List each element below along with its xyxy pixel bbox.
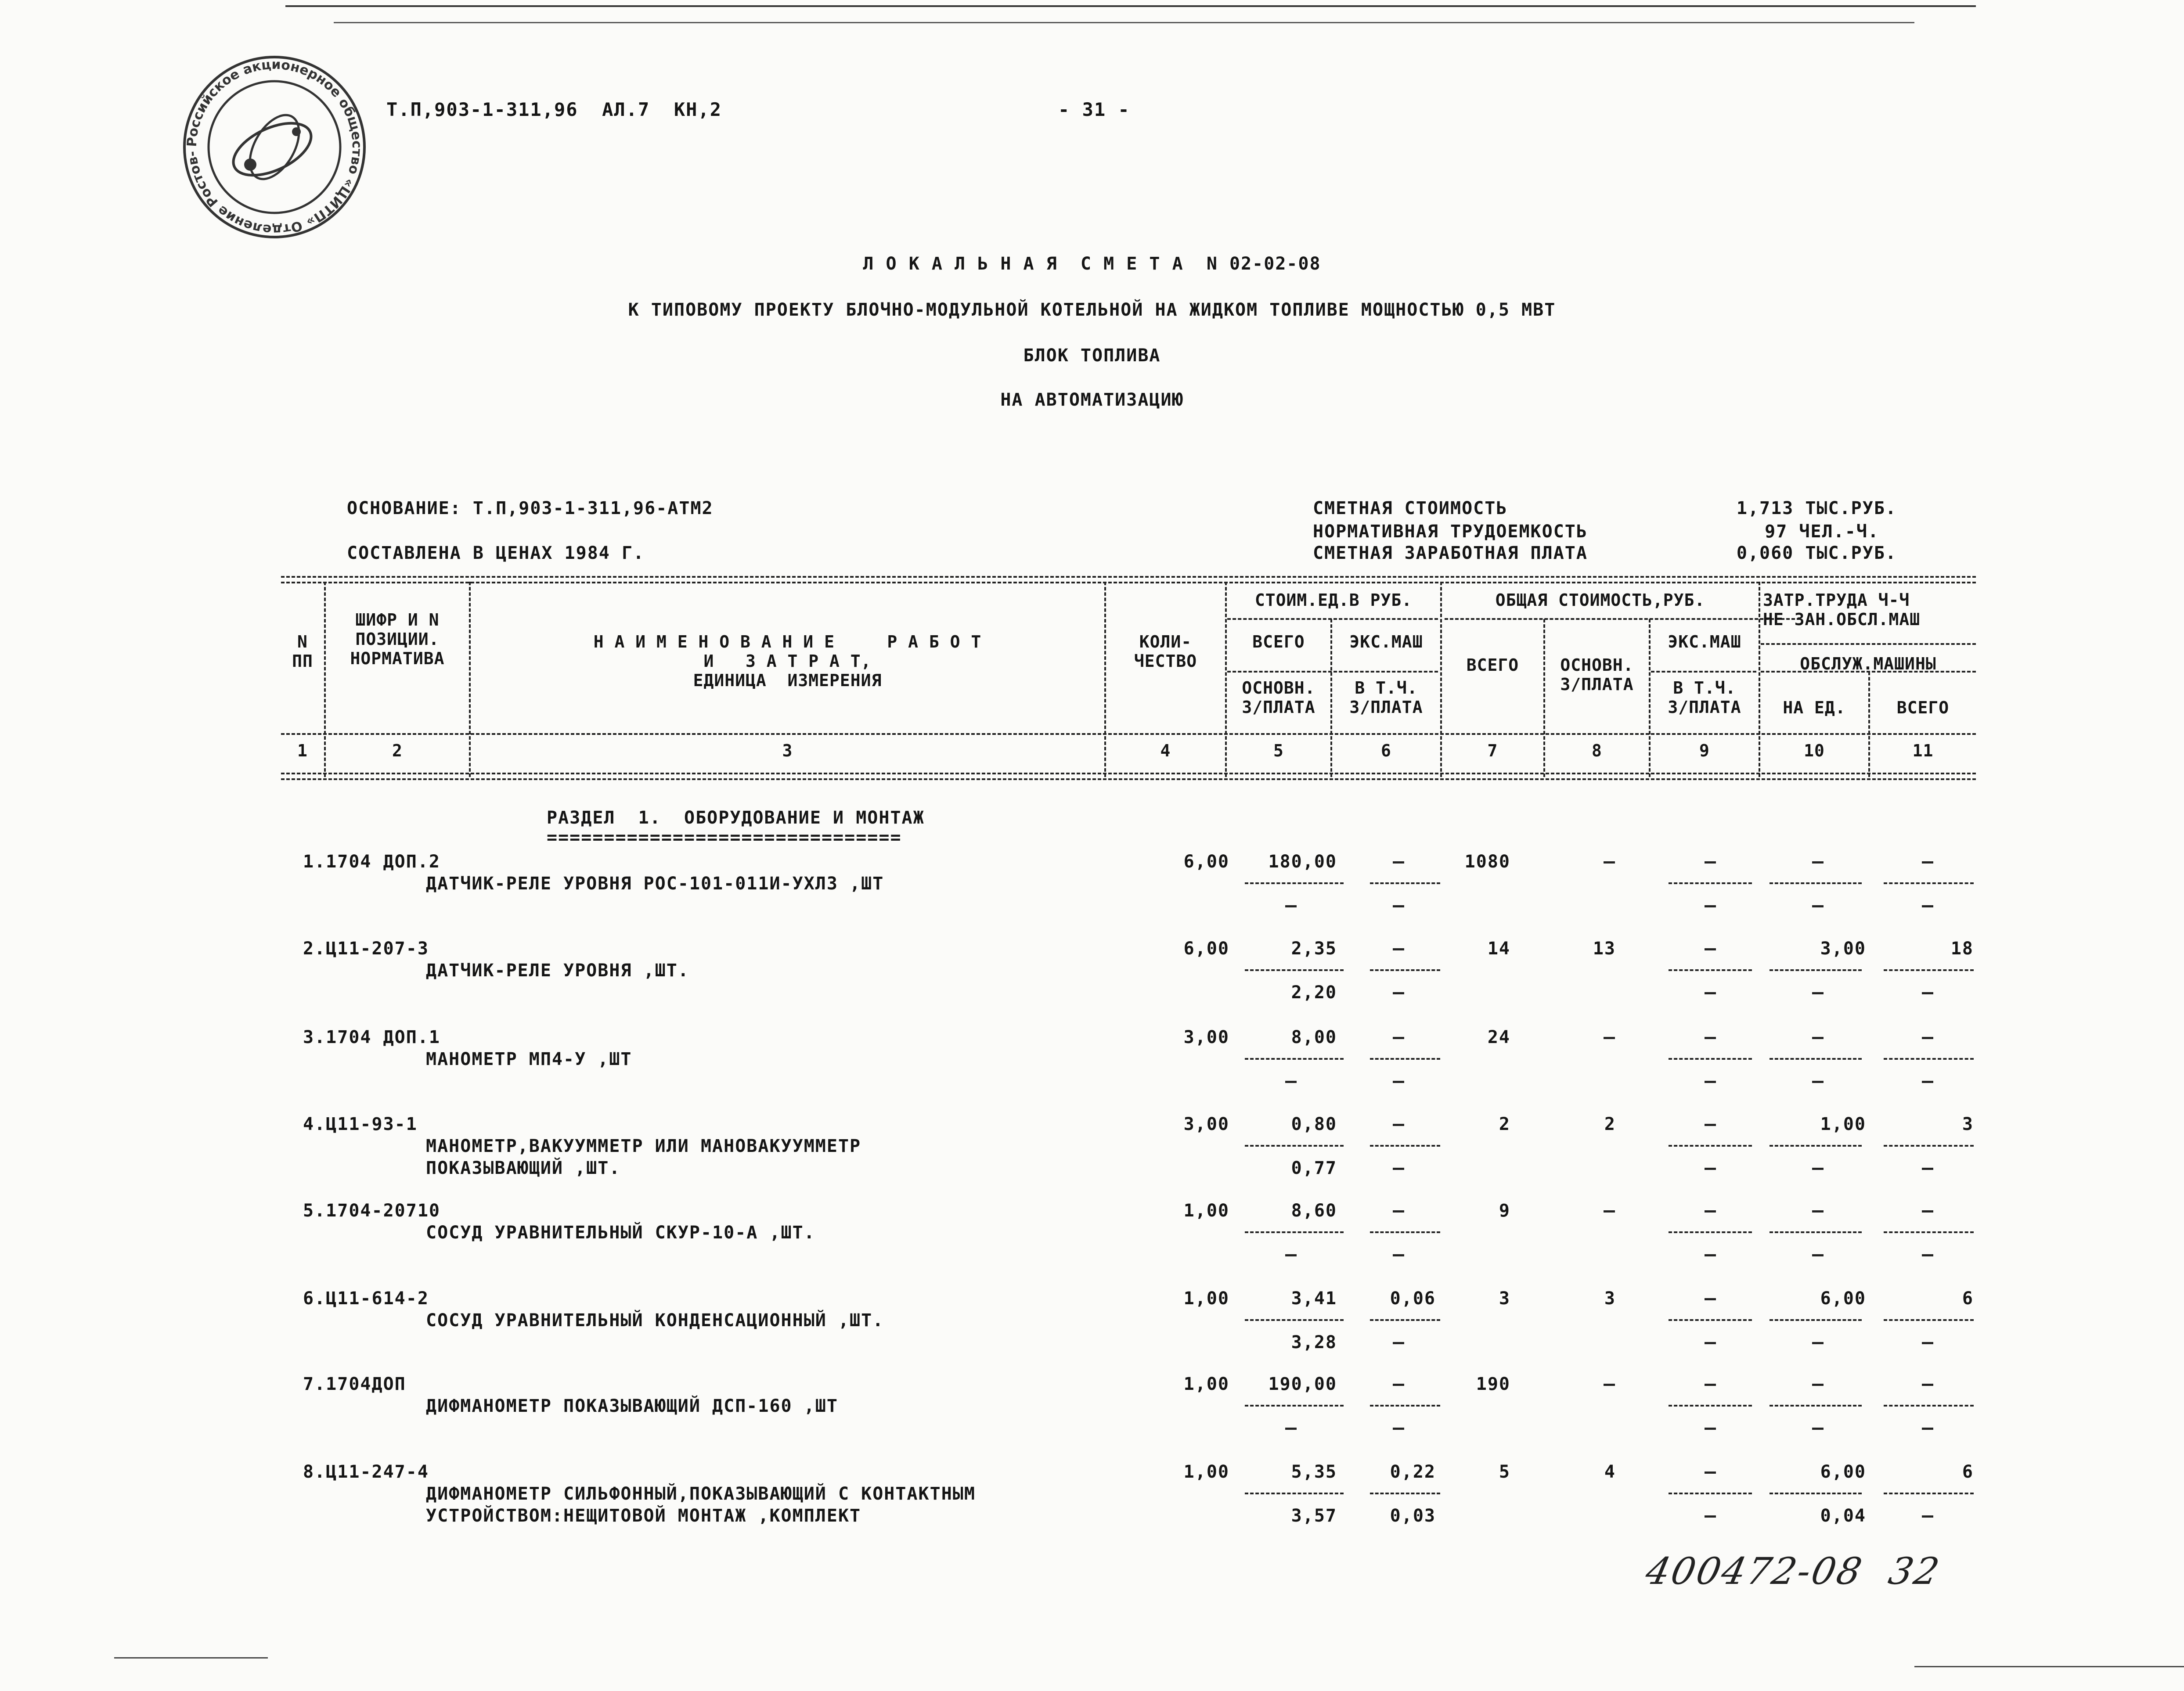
row-quantity: 1,00 xyxy=(1183,1201,1229,1221)
fraction-line xyxy=(1884,969,1974,971)
row-labor-unit-mach-dash xyxy=(1812,905,1824,907)
col-number: 5 xyxy=(1273,741,1284,760)
fraction-line xyxy=(1884,1058,1974,1060)
fraction-line xyxy=(1884,882,1974,884)
row-labor-unit-dash xyxy=(1812,861,1824,863)
row-unit-mach: 0,22 xyxy=(1390,1462,1436,1482)
col-number: 11 xyxy=(1912,741,1934,760)
labor-value: 97 ЧЕЛ.-Ч. xyxy=(1765,522,1879,542)
fraction-line xyxy=(1770,1145,1862,1147)
row-total: 3 xyxy=(1499,1288,1510,1309)
row-code: 8.Ц11-247-4 xyxy=(303,1462,429,1482)
project-title: К ТИПОВОМУ ПРОЕКТУ БЛОЧНО-МОДУЛЬНОЙ КОТЕЛЬНОЙ НА ЖИДКОМ ТОПЛИВЕ МОЩНОСТЬЮ 0,5 МВТ xyxy=(628,300,1556,320)
row-unit-mach-wage-dash xyxy=(1393,992,1404,994)
fraction-line xyxy=(1770,969,1862,971)
row-total-mach-wage-dash xyxy=(1705,1081,1716,1083)
row-labor-total-mach-dash xyxy=(1922,1168,1933,1170)
col-header-code: ШИФР И N ПОЗИЦИИ. НОРМАТИВА xyxy=(350,610,445,668)
row-name: МАНОМЕТР МП4-У ,ШТ xyxy=(426,1049,632,1069)
col-sep-10 xyxy=(1868,672,1870,777)
row-total: 1080 xyxy=(1464,852,1510,872)
row-labor-total-mach-dash xyxy=(1922,1515,1933,1518)
fraction-line xyxy=(1669,1319,1752,1321)
row-total-wage: 2 xyxy=(1604,1114,1616,1134)
fraction-line xyxy=(1884,1145,1974,1147)
cost-label: СМЕТНАЯ СТОИМОСТЬ xyxy=(1313,498,1508,518)
row-unit-cost: 0,80 xyxy=(1291,1114,1337,1134)
col-header-10: НА ЕД. xyxy=(1783,698,1846,717)
row-labor-unit-mach-dash xyxy=(1812,1428,1824,1430)
fraction-line xyxy=(1245,1145,1344,1147)
row-name: ДАТЧИК-РЕЛЕ УРОВНЯ ,ШТ. xyxy=(426,961,689,981)
price-year: СОСТАВЛЕНА В ЦЕНАХ 1984 Г. xyxy=(347,543,645,563)
basis: ОСНОВАНИЕ: Т.П,903-1-311,96-АТМ2 xyxy=(347,498,714,518)
row-total-mach-dash xyxy=(1705,861,1716,863)
mach-split xyxy=(1651,671,1756,673)
col-header-6-top: ЭКС.МАШ xyxy=(1349,632,1423,651)
row-unit-wage-dash xyxy=(1285,1254,1297,1256)
handwritten-note: 400472-08 32 xyxy=(1642,1550,1945,1593)
col-header-num: N ПП xyxy=(292,632,313,671)
header-rule-bottom-2 xyxy=(281,778,1976,780)
row-name: ДАТЧИК-РЕЛЕ УРОВНЯ РОС-101-011И-УХЛ3 ,ШТ xyxy=(426,874,884,894)
row-labor-total: 3 xyxy=(1962,1114,1974,1134)
row-code: 6.Ц11-614-2 xyxy=(303,1288,429,1309)
row-code: 1.1704 ДОП.2 xyxy=(303,852,440,872)
wage-label: СМЕТНАЯ ЗАРАБОТНАЯ ПЛАТА xyxy=(1313,543,1588,563)
fraction-line xyxy=(1669,1145,1752,1147)
row-labor-total-mach-dash xyxy=(1922,1342,1933,1344)
col-header-7: ВСЕГО xyxy=(1466,655,1519,675)
wage-value: 0,060 ТЫС.РУБ. xyxy=(1736,543,1897,563)
col-header-labor: ЗАТР.ТРУДА Ч-Ч НЕ ЗАН.ОБСЛ.МАШ xyxy=(1763,590,1921,629)
row-quantity: 1,00 xyxy=(1183,1374,1229,1394)
row-unit-mach-wage-dash xyxy=(1393,1342,1404,1344)
fraction-line xyxy=(1770,1231,1862,1233)
row-labor-total-dash xyxy=(1922,1210,1933,1212)
row-unit-wage-dash xyxy=(1285,905,1297,907)
row-name-line2: УСТРОЙСТВОМ:НЕЩИТОВОЙ МОНТАЖ ,КОМПЛЕКТ xyxy=(426,1506,861,1526)
fraction-line xyxy=(1669,1405,1752,1407)
header-rule-bottom xyxy=(281,773,1976,774)
row-total-wage xyxy=(1604,1027,1615,1028)
labor-rule xyxy=(1761,643,1976,645)
row-labor-total-mach xyxy=(1922,1332,1933,1333)
row-unit-wage-dash xyxy=(1285,1428,1297,1430)
row-labor-unit-dash xyxy=(1812,1210,1824,1212)
row-total-wage-dash xyxy=(1604,1037,1615,1039)
col-number: 6 xyxy=(1381,741,1391,760)
col-number: 3 xyxy=(782,741,793,760)
col-header-qty: КОЛИ- ЧЕСТВО xyxy=(1134,632,1197,671)
row-total-mach xyxy=(1705,1288,1716,1289)
col-number: 9 xyxy=(1699,741,1710,760)
row-labor-unit: 1,00 xyxy=(1820,1114,1866,1134)
row-unit-mach-wage-dash xyxy=(1393,1168,1404,1170)
row-unit-mach-wage: 0,03 xyxy=(1390,1506,1436,1526)
row-labor-total-mach xyxy=(1922,982,1933,983)
bottom-line-left xyxy=(114,1657,268,1659)
row-total-wage: 13 xyxy=(1593,939,1616,959)
fraction-line xyxy=(1245,1405,1344,1407)
fraction-line xyxy=(1669,969,1752,971)
fraction-line xyxy=(1370,969,1440,971)
row-labor-total-dash xyxy=(1922,1037,1933,1039)
row-total-mach-dash xyxy=(1705,1124,1716,1126)
col-header-6-bot: В Т.Ч. З/ПЛАТА xyxy=(1349,678,1423,717)
fraction-line xyxy=(1669,1493,1752,1494)
row-labor-unit-mach: 0,04 xyxy=(1820,1506,1866,1526)
row-unit-mach: 0,06 xyxy=(1390,1288,1436,1309)
bottom-line-right xyxy=(1914,1666,2184,1667)
fraction-line xyxy=(1370,1493,1440,1494)
row-total-mach-wage xyxy=(1705,982,1716,983)
organization-stamp xyxy=(178,50,371,244)
header-rule-top-2 xyxy=(281,582,1976,583)
estimate-title: Л О К А Л Ь Н А Я С М Е Т А N 02-02-08 xyxy=(863,254,1321,274)
fraction-line xyxy=(1245,1493,1344,1494)
row-labor-total-mach-dash xyxy=(1922,1081,1933,1083)
row-unit-mach-wage-dash xyxy=(1393,905,1404,907)
row-labor-total: 6 xyxy=(1962,1288,1974,1309)
row-labor-unit-mach xyxy=(1812,1071,1824,1072)
fraction-line xyxy=(1245,882,1344,884)
unit-cost-split xyxy=(1227,671,1438,673)
row-unit-cost: 3,41 xyxy=(1291,1288,1337,1309)
fraction-line xyxy=(1669,882,1752,884)
row-unit-mach-wage xyxy=(1393,1071,1404,1072)
row-total-mach-wage xyxy=(1705,1071,1716,1072)
row-quantity: 6,00 xyxy=(1183,939,1229,959)
row-labor-unit-dash xyxy=(1812,1037,1824,1039)
fraction-line xyxy=(1884,1493,1974,1494)
col-header-name: Н А И М Е Н О В А Н И Е Р А Б О Т И З А Т Р А Т, ЕДИНИЦА ИЗМЕРЕНИЯ xyxy=(593,632,982,690)
row-total: 9 xyxy=(1499,1201,1510,1221)
fraction-line xyxy=(1884,1405,1974,1407)
row-total: 5 xyxy=(1499,1462,1510,1482)
row-total-mach-wage xyxy=(1705,1158,1716,1159)
col-number: 8 xyxy=(1592,741,1602,760)
row-unit-mach-wage xyxy=(1393,1158,1404,1159)
row-labor-unit-mach-dash xyxy=(1812,1168,1824,1170)
row-labor-unit-mach xyxy=(1812,1332,1824,1333)
row-labor-total-dash xyxy=(1922,861,1933,863)
row-name: СОСУД УРАВНИТЕЛЬНЫЙ КОНДЕНСАЦИОННЫЙ ,ШТ. xyxy=(426,1310,884,1331)
row-labor-unit-dash xyxy=(1812,1384,1824,1386)
row-total-mach-wage-dash xyxy=(1705,1428,1716,1430)
fraction-line xyxy=(1370,1405,1440,1407)
section-underline: =============================== xyxy=(547,828,902,848)
col-number: 7 xyxy=(1487,741,1498,760)
row-labor-total-mach-dash xyxy=(1922,1428,1933,1430)
row-name: ДИФМАНОМЕТР ПОКАЗЫВАЮЩИЙ ДСП-160 ,ШТ xyxy=(426,1396,838,1416)
row-unit-mach-wage-dash xyxy=(1393,1081,1404,1083)
fraction-line xyxy=(1245,1319,1344,1321)
fraction-line xyxy=(1370,1058,1440,1060)
col-header-9-top: ЭКС.МАШ xyxy=(1668,632,1741,651)
svg-text:Российское акционерное обществ: Российское акционерное общество «ЦИТП» Отделение Ростов- xyxy=(184,57,365,237)
fraction-line xyxy=(1245,969,1344,971)
row-unit-wage: 3,28 xyxy=(1291,1332,1337,1353)
col-number: 2 xyxy=(392,741,403,760)
row-unit-mach-wage-dash xyxy=(1393,1254,1404,1256)
fraction-line xyxy=(1669,1231,1752,1233)
row-unit-mach-wage xyxy=(1393,1332,1404,1333)
fraction-line xyxy=(1770,1319,1862,1321)
col-number: 10 xyxy=(1804,741,1825,760)
purpose-title: НА АВТОМАТИЗАЦИЮ xyxy=(1000,390,1184,410)
fraction-line xyxy=(1370,1319,1440,1321)
row-labor-total-mach xyxy=(1922,1071,1933,1072)
fraction-line xyxy=(1245,1058,1344,1060)
row-labor-total-mach-dash xyxy=(1922,905,1933,907)
row-labor-unit: 6,00 xyxy=(1820,1462,1866,1482)
row-labor-unit: 3,00 xyxy=(1820,939,1866,959)
col-header-unit-cost: СТОИМ.ЕД.В РУБ. xyxy=(1254,590,1413,610)
fraction-line xyxy=(1370,1145,1440,1147)
row-unit-mach-wage xyxy=(1393,982,1404,983)
row-code: 4.Ц11-93-1 xyxy=(303,1114,418,1134)
cost-value: 1,713 ТЫС.РУБ. xyxy=(1736,498,1897,518)
row-total-mach-dash xyxy=(1705,948,1716,950)
row-labor-total-dash xyxy=(1922,1384,1933,1386)
row-labor-total xyxy=(1922,1027,1933,1028)
row-unit-cost: 2,35 xyxy=(1291,939,1337,959)
row-total-mach-wage-dash xyxy=(1705,1342,1716,1344)
col-header-5-top: ВСЕГО xyxy=(1252,632,1305,651)
row-total-mach-dash xyxy=(1705,1298,1716,1300)
unit-cost-rule xyxy=(1227,618,1438,620)
row-unit-wage: 2,20 xyxy=(1291,982,1337,1003)
col-header-9-bot: В Т.Ч. З/ПЛАТА xyxy=(1668,678,1741,717)
col-header-total-cost: ОБЩАЯ СТОИМОСТЬ,РУБ. xyxy=(1495,590,1705,610)
row-total-mach-dash xyxy=(1705,1472,1716,1474)
col-header-11: ВСЕГО xyxy=(1896,698,1950,717)
row-total-mach-wage-dash xyxy=(1705,1168,1716,1170)
row-labor-total: 18 xyxy=(1950,939,1974,959)
col-number: 4 xyxy=(1160,741,1171,760)
header-rule-mid xyxy=(281,733,1976,735)
col-header-labor-sub: ОБСЛУЖ.МАШИНЫ xyxy=(1800,654,1936,673)
row-total-wage: 3 xyxy=(1604,1288,1616,1309)
row-total-mach-dash xyxy=(1705,1210,1716,1212)
row-labor-unit-mach-dash xyxy=(1812,1081,1824,1083)
row-quantity: 1,00 xyxy=(1183,1288,1229,1309)
row-labor-unit-mach xyxy=(1812,1158,1824,1159)
row-unit-mach-wage-dash xyxy=(1393,1428,1404,1430)
fraction-line xyxy=(1770,1405,1862,1407)
row-labor-total-mach-dash xyxy=(1922,992,1933,994)
row-total-mach-dash xyxy=(1705,1384,1716,1386)
section-title: РАЗДЕЛ 1. ОБОРУДОВАНИЕ И МОНТАЖ xyxy=(547,808,925,828)
row-quantity: 1,00 xyxy=(1183,1462,1229,1482)
row-quantity: 3,00 xyxy=(1183,1114,1229,1134)
row-total-mach xyxy=(1705,1027,1716,1028)
fraction-line xyxy=(1884,1319,1974,1321)
header-rule-top xyxy=(281,576,1976,578)
row-total-wage-dash xyxy=(1604,1384,1615,1386)
top-border xyxy=(285,5,1976,7)
row-total-wage-dash xyxy=(1604,1210,1615,1212)
fraction-line xyxy=(1669,1058,1752,1060)
row-total: 24 xyxy=(1487,1027,1510,1047)
document-reference: Т.П,903-1-311,96 АЛ.7 КН,2 xyxy=(386,99,722,120)
row-name: СОСУД УРАВНИТЕЛЬНЫЙ СКУР-10-А ,ШТ. xyxy=(426,1223,815,1243)
row-labor-total-mach xyxy=(1922,1158,1933,1159)
row-name: МАНОМЕТР,ВАКУУММЕТР ИЛИ МАНОВАКУУММЕТР xyxy=(426,1136,861,1156)
fraction-line xyxy=(1245,1231,1344,1233)
row-total-mach xyxy=(1705,1114,1716,1115)
row-name: ДИФМАНОМЕТР СИЛЬФОННЫЙ,ПОКАЗЫВАЮЩИЙ С КОНТАКТНЫМ xyxy=(426,1484,976,1504)
row-unit-wage xyxy=(1285,1071,1297,1072)
row-labor-unit-mach-dash xyxy=(1812,1342,1824,1344)
fraction-line xyxy=(1770,882,1862,884)
row-labor-unit-mach xyxy=(1812,982,1824,983)
page-number: - 31 - xyxy=(1058,99,1130,120)
fraction-line xyxy=(1770,1058,1862,1060)
row-unit-cost: 190,00 xyxy=(1268,1374,1337,1394)
row-total-mach-wage-dash xyxy=(1705,1254,1716,1256)
row-labor-unit-mach-dash xyxy=(1812,992,1824,994)
col-header-8: ОСНОВН. З/ПЛАТА xyxy=(1560,655,1634,694)
fraction-line xyxy=(1884,1231,1974,1233)
total-cost-rule xyxy=(1445,618,1800,620)
row-unit-cost: 180,00 xyxy=(1268,852,1337,872)
col-number: 1 xyxy=(297,741,308,760)
col-header-5-bot: ОСНОВН. З/ПЛАТА xyxy=(1242,678,1315,717)
row-total-mach-wage xyxy=(1705,1332,1716,1333)
row-code: 5.1704-20710 xyxy=(303,1201,440,1221)
row-total-mach-wage-dash xyxy=(1705,905,1716,907)
row-total: 190 xyxy=(1476,1374,1510,1394)
stamp-icon xyxy=(178,50,371,244)
row-labor-unit xyxy=(1812,1027,1824,1028)
block-title: БЛОК ТОПЛИВА xyxy=(1023,345,1161,366)
row-unit-cost: 8,60 xyxy=(1291,1201,1337,1221)
row-total: 14 xyxy=(1487,939,1510,959)
row-name-line2: ПОКАЗЫВАЮЩИЙ ,ШТ. xyxy=(426,1158,621,1178)
row-unit-wage-dash xyxy=(1285,1081,1297,1083)
row-total-mach-wage-dash xyxy=(1705,1515,1716,1518)
row-unit-wage: 0,77 xyxy=(1291,1158,1337,1178)
row-code: 2.Ц11-207-3 xyxy=(303,939,429,959)
row-quantity: 3,00 xyxy=(1183,1027,1229,1047)
row-labor-unit-mach-dash xyxy=(1812,1254,1824,1256)
row-unit-wage: 3,57 xyxy=(1291,1506,1337,1526)
row-labor-unit: 6,00 xyxy=(1820,1288,1866,1309)
fraction-line xyxy=(1370,882,1440,884)
row-total-wage: 4 xyxy=(1604,1462,1616,1482)
fraction-line xyxy=(1770,1493,1862,1494)
row-total-wage-dash xyxy=(1604,861,1615,863)
top-border-2 xyxy=(334,22,1914,23)
fraction-line xyxy=(1370,1231,1440,1233)
row-total-mach-wage-dash xyxy=(1705,992,1716,994)
row-labor-total-mach-dash xyxy=(1922,1254,1933,1256)
row-total: 2 xyxy=(1499,1114,1510,1134)
row-quantity: 6,00 xyxy=(1183,852,1229,872)
labor-label: НОРМАТИВНАЯ ТРУДОЕМКОСТЬ xyxy=(1313,522,1588,542)
row-unit-cost: 5,35 xyxy=(1291,1462,1337,1482)
row-total-mach-dash xyxy=(1705,1037,1716,1039)
row-code: 3.1704 ДОП.1 xyxy=(303,1027,440,1047)
row-code: 7.1704ДОП xyxy=(303,1374,406,1394)
row-labor-total: 6 xyxy=(1962,1462,1974,1482)
row-unit-cost: 8,00 xyxy=(1291,1027,1337,1047)
